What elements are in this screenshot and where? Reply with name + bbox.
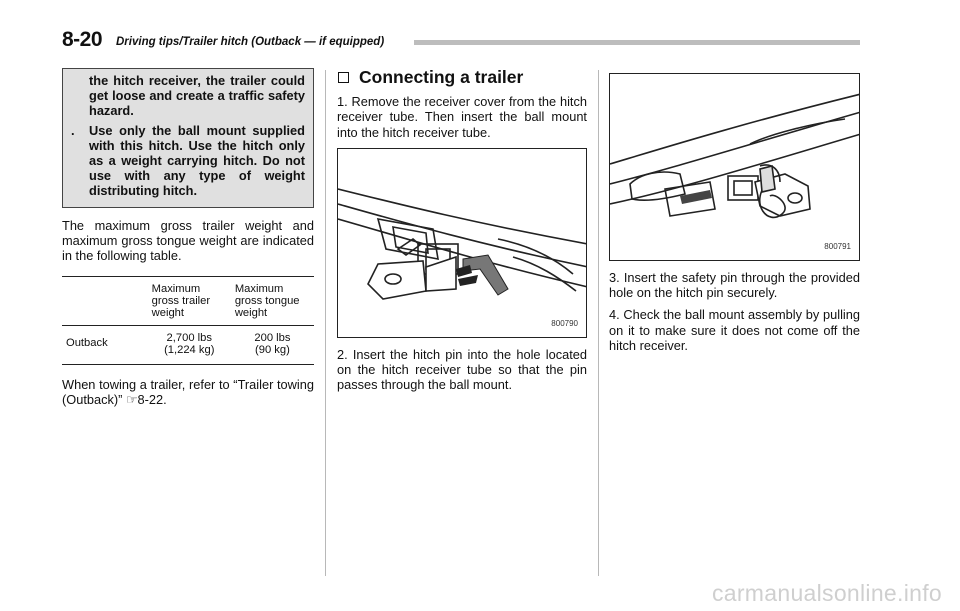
column-divider-1 [325,70,326,576]
trailer-weight-kg: (1,224 kg) [164,344,215,357]
step-2-text: 2. Insert the hitch pin into the hole located on the hitch receiver tube so that the pin passes through the ball mount. [337,346,587,393]
column-2 [337,68,587,392]
warning-continued-text: the hitch receiver, the trailer could get loose and create a traffic safety hazard. [89,73,305,119]
table-row [62,326,314,365]
figure-1-id: 800790 [551,318,578,328]
section-square-icon [338,72,349,83]
tongue-weight-kg: (90 kg) [255,344,290,357]
column-3 [609,68,860,353]
table-cell-tongue-weight [231,326,314,365]
hitch-illustration-2 [610,74,860,261]
table-cell-model: Outback [62,326,148,365]
column-1 [62,68,314,408]
figure-ball-mount-insert [337,148,587,338]
table-header-blank [62,277,148,326]
table-cell-trailer-weight [148,326,231,365]
hitch-illustration-1 [338,149,587,338]
warning-box [62,68,314,208]
column-divider-2 [598,70,599,576]
reference-paragraph: When towing a trailer, refer to “Trailer towing (Outback)” ☞8-22. [62,377,314,408]
section-title [337,67,587,87]
warning-bullet-text: Use only the ball mount supplied with this hitch. Use the hitch only as a weight carrying hitch. Do not use with any type of weight distributing hitch. [89,122,305,199]
bullet-icon: . [71,122,75,138]
tongue-weight-lbs: 200 lbs [254,332,291,345]
warning-bullet-item [71,123,305,199]
page-number: 8-20 [62,28,103,51]
trailer-weight-lbs: 2,700 lbs [166,332,212,345]
weight-spec-table [62,276,314,365]
step-3-text: 3. Insert the safety pin through the provided hole on the hitch pin securely. [609,270,860,301]
intro-paragraph: The maximum gross trailer weight and maximum gross tongue weight are indicated in the following table. [62,217,314,264]
table-header-tongue-weight: Maximum gross tongue weight [231,277,314,326]
watermark: carmanualsonline.info [711,580,942,606]
header-rule [414,40,860,45]
table-header-row [62,277,314,326]
figure-2-id: 800791 [824,241,851,251]
table-header-trailer-weight: Maximum gross trailer weight [148,277,231,326]
running-head: Driving tips/Trailer hitch (Outback — if equipped) [116,36,385,48]
figure-hitch-pin [609,73,860,261]
page-header [62,28,860,50]
step-4-text: 4. Check the ball mount assembly by pulling on it to make sure it does not come off the hitch receiver. [609,307,860,353]
section-title-text: Connecting a trailer [359,67,524,87]
step-1-text: 1. Remove the receiver cover from the hitch receiver tube. Then insert the ball mount into the hitch receiver tube. [337,94,587,140]
